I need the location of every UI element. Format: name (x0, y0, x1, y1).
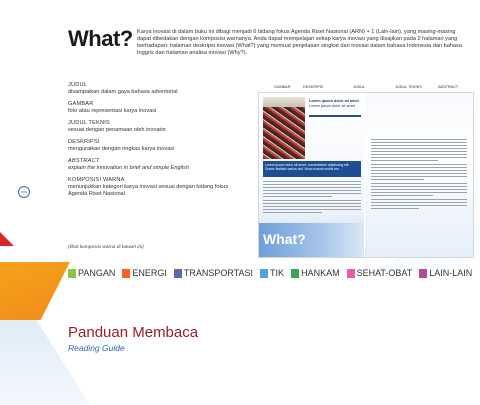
definition-item (68, 120, 248, 134)
label-abstract: ABSTRACT (438, 85, 459, 89)
definition-term: KOMPOSISI WARNA (68, 177, 125, 183)
definition-list (68, 82, 248, 203)
definition-term: JUDUL (68, 82, 88, 88)
definition-item (68, 177, 248, 198)
intro-paragraph: Karya inovasi di dalam buku ini dibagi menjadi 6 bidang fokus Agenda Riset Nasional (ARN) + 1 (Lain-lain), yang masing-masing dapat dibedakan dengan komposisi warnanya. Anda dapat mempelajari setiap karya inovasi yang disajikan pada 2 halaman yang berhadapan: halaman deskripsi inovasi (What?) yang memuat penjelasan singkat dari inovasi dalam bahasa Indonesia dan bahasa Inggris dan halaman analisa inovasi (Why?). (137, 29, 462, 56)
definition-term: DESKRIPSI (68, 139, 100, 145)
sample-heading-main: Lorem ipsum dolor sit amet (309, 99, 359, 103)
section-subtitle: Reading Guide (68, 343, 125, 353)
decorative-light-band (0, 305, 90, 405)
category-label: HANKAM (301, 268, 340, 278)
swatch-lain-lain (419, 269, 427, 278)
category-transportasi (174, 268, 253, 278)
category-energi (122, 268, 167, 278)
category-hankam (291, 268, 340, 278)
swatch-energi (122, 269, 130, 278)
definition-term: GAMBAR (68, 101, 94, 107)
category-lain-lain (419, 268, 472, 278)
definition-item (68, 139, 248, 153)
sample-heading (309, 99, 361, 108)
definition-item (68, 82, 248, 96)
page-number: xxiv (18, 186, 30, 198)
color-note: (lihat komposisi warna di bawah ini) (68, 245, 144, 250)
label-judul: JUDUL (353, 85, 366, 89)
sample-photo-sky (263, 97, 305, 107)
swatch-tik (260, 269, 268, 278)
category-sehat-obat (347, 268, 413, 278)
sample-heading-rule (309, 115, 361, 117)
label-gambar: GAMBAR (274, 85, 291, 89)
swatch-transportasi (174, 269, 182, 278)
decorative-red-triangle (0, 232, 14, 246)
category-label: TRANSPORTASI (183, 268, 254, 278)
definition-desc: foto atau representasi karya inovasi (68, 108, 157, 114)
category-tik (260, 268, 284, 278)
sample-right-lines (371, 139, 467, 211)
category-label: ENERGI (132, 268, 167, 278)
swatch-pangan (68, 269, 76, 278)
definition-term: JUDUL TEKNIS (68, 120, 110, 126)
sample-abstract-text: Lorem ipsum dolor sit amet, consectetuer adipiscing elit. Donec facilisis varius nisl. Nunc mauris mollis ero (265, 163, 350, 171)
label-deskripsi: DESKRIPSI (303, 85, 324, 89)
definition-desc: menguraikan dengan ringkas karya inovasi (68, 146, 175, 152)
definition-desc: menunjukkan kategori karya inovasi sesuai dengan bidang fokus Agenda Riset Nasional (68, 184, 229, 197)
sample-abstract-box (263, 161, 361, 177)
category-label: TIK (270, 268, 285, 278)
category-label: LAIN-LAIN (429, 268, 473, 278)
category-label: PANGAN (78, 268, 116, 278)
category-legend (68, 268, 473, 278)
definition-item (68, 101, 248, 115)
spread-right-page (365, 93, 473, 257)
category-label: SEHAT-OBAT (356, 268, 413, 278)
swatch-hankam (291, 269, 299, 278)
decorative-orange-band (0, 262, 70, 320)
section-title: Panduan Membaca (68, 324, 199, 341)
sample-text-lines (263, 181, 361, 215)
definition-item (68, 158, 248, 172)
definition-desc: sesuai dengan penamaan oleh inovator (68, 127, 166, 133)
sample-heading-sub: Lorem ipsum dolor sit amet (309, 103, 355, 108)
definition-desc: explain the innovation in brief and simple English (68, 165, 189, 171)
definition-desc: disampaikan dalam gaya bahasa advertorial (68, 89, 178, 95)
page-title: What? (68, 26, 133, 51)
sample-what-label: What? (263, 231, 306, 247)
spread-left-page (259, 93, 364, 257)
category-pangan (68, 268, 115, 278)
label-judul-teknis: JUDUL TEKNIS (395, 85, 422, 89)
swatch-sehat-obat (347, 269, 355, 278)
definition-term: ABSTRACT (68, 158, 100, 164)
sample-spread (258, 92, 474, 258)
